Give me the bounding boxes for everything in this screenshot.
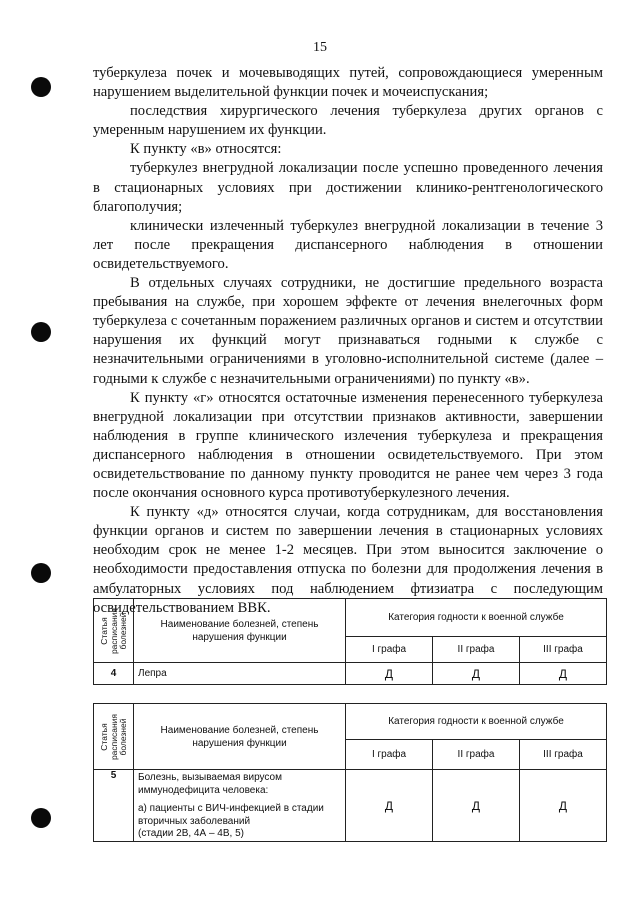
- grafa-3-value: Д: [520, 770, 607, 842]
- table-row: [94, 663, 607, 685]
- disease-table-leprosy: [93, 598, 607, 685]
- article-col-header-text: Статья расписания болезней: [98, 607, 128, 654]
- grafa-1-header: I графа: [346, 637, 433, 663]
- binder-hole-lower: [31, 563, 51, 583]
- paragraph: К пункту «в» относятся:: [130, 141, 282, 158]
- article-col-header: [94, 599, 134, 663]
- disease-subitem-a-stages: (стадии 2В, 4А – 4В, 5): [138, 828, 244, 839]
- paragraph: клинически излеченный туберкулез внегрудной локализации в течение 3 лет после прекращения диспансерного наблюдения в отношении освидетельствуемого.: [93, 217, 603, 272]
- binder-hole-top: [31, 77, 51, 97]
- paragraph: туберкулез внегрудной локализации после успешно проведенного лечения в стационарных условиях при достижении клинико-рентгенологического благополучия;: [93, 160, 603, 215]
- article-number: 5: [94, 770, 134, 842]
- grafa-1-header: I графа: [346, 740, 433, 770]
- grafa-3-header: III графа: [520, 740, 607, 770]
- table-row: [94, 770, 607, 842]
- paragraph: последствия хирургического лечения туберкулеза других органов с умеренным нарушением их функции.: [93, 103, 603, 139]
- category-col-header: Категория годности к военной службе: [346, 599, 607, 637]
- article-col-header-text: Статья расписания болезней: [98, 713, 128, 760]
- category-col-header: Категория годности к военной службе: [346, 704, 607, 740]
- grafa-2-header: II графа: [433, 637, 520, 663]
- grafa-1-value: Д: [346, 663, 433, 685]
- disease-name: Болезнь, вызываемая вирусом иммунодефицита человека:: [138, 772, 282, 796]
- grafa-2-value: Д: [433, 663, 520, 685]
- grafa-3-header: III графа: [520, 637, 607, 663]
- name-col-header: Наименование болезней, степень нарушения функции: [134, 704, 346, 770]
- paragraph: К пункту «д» относятся случаи, когда сотрудникам, для восстановления функции органов и систем по завершении лечения в стационарных условиях необходим срок не менее 1-2 месяцев. При этом выносится заключение о необходимости предоставления отпуска по болезни для продолжения лечения в амбулаторных условиях под наблюдением фтизиатра с последующим освидетельствованием ВВК.: [93, 504, 603, 616]
- name-col-header: Наименование болезней, степень нарушения функции: [134, 599, 346, 663]
- binder-hole-bottom: [31, 808, 51, 828]
- paragraph: К пункту «г» относятся остаточные изменения перенесенного туберкулеза внегрудной локализации при отсутствии признаков активности, завершении наблюдения в группе клинического излечения туберкулеза и прекращения диспансерного наблюдения в отношении освидетельствуемого. При этом освидетельствование по данному пункту проводится не ранее чем через 3 года после окончания основного курса противотуберкулезного лечения.: [93, 389, 603, 502]
- grafa-2-value: Д: [433, 770, 520, 842]
- disease-table-hiv: [93, 703, 607, 842]
- body-text: [93, 64, 603, 618]
- disease-subitem-a: а) пациенты с ВИЧ-инфекцией в стадии вторичных заболеваний: [138, 803, 324, 827]
- article-number: 4: [94, 663, 134, 685]
- grafa-3-value: Д: [520, 663, 607, 685]
- grafa-1-value: Д: [346, 770, 433, 842]
- paragraph: туберкулеза почек и мочевыводящих путей, сопровождающиеся умеренным нарушением выделительной функции почек и мочеиспускания;: [93, 65, 603, 101]
- page-number: 15: [313, 40, 327, 55]
- disease-name: Лепра: [134, 663, 346, 685]
- paragraph: В отдельных случаях сотрудники, не достигшие предельного возраста пребывания на службе, при хорошем эффекте от лечения внелегочных форм туберкулеза с сочетанным поражением различных органов и систем и отсутствии нарушения их функций могут признаваться годными к службе с незначительными ограничениями в уголовно-исполнительной системе (далее – годными к службе с незначительными ограничениями) по пункту «в».: [93, 275, 603, 387]
- binder-hole-middle: [31, 322, 51, 342]
- article-col-header: [94, 704, 134, 770]
- grafa-2-header: II графа: [433, 740, 520, 770]
- disease-description: [134, 770, 346, 842]
